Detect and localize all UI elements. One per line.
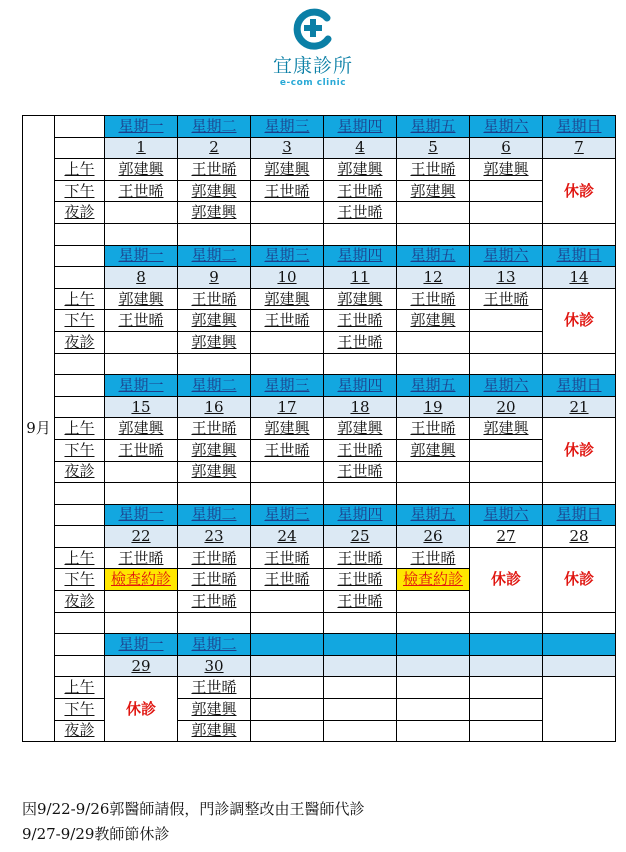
doctor-cell (470, 439, 543, 461)
empty-cell (55, 396, 105, 418)
doctor-cell: 王世晞 (397, 159, 470, 181)
weekday-header: 星期日 (543, 375, 616, 397)
week-3-header-row (23, 375, 616, 397)
doctor-cell: 郭建興 (178, 310, 251, 332)
doctor-cell: 王世晞 (470, 288, 543, 310)
date-cell: 19 (397, 396, 470, 418)
closed-cell: 休診 (543, 288, 616, 353)
week-4-date-row (23, 526, 616, 548)
week-3-night-row (23, 461, 616, 483)
date-cell: 6 (470, 137, 543, 159)
week-5-date-row (23, 655, 616, 677)
weekday-header: 星期六 (470, 375, 543, 397)
doctor-cell: 郭建興 (178, 180, 251, 202)
month-label: 9月 (23, 116, 55, 742)
weekday-header: 星期三 (251, 116, 324, 138)
weekday-header: 星期一 (105, 245, 178, 267)
doctor-cell: 王世晞 (324, 591, 397, 613)
date-cell: 28 (543, 526, 616, 548)
date-cell: 24 (251, 526, 324, 548)
header-blank (543, 634, 616, 656)
exam-appointment-cell: 檢查約診 (105, 569, 178, 591)
doctor-cell: 王世晞 (324, 331, 397, 353)
doctor-cell (470, 202, 543, 224)
date-cell: 26 (397, 526, 470, 548)
date-cell: 17 (251, 396, 324, 418)
weekday-header: 星期三 (251, 504, 324, 526)
week-5-header-row (23, 634, 616, 656)
weekday-header: 星期二 (178, 245, 251, 267)
date-cell: 4 (324, 137, 397, 159)
shift-label-am: 上午 (55, 288, 105, 310)
doctor-cell: 王世晞 (397, 418, 470, 440)
doctor-cell (470, 331, 543, 353)
empty-cell (55, 267, 105, 289)
doctor-cell (397, 591, 470, 613)
doctor-cell (251, 202, 324, 224)
week-3-am-row (23, 418, 616, 440)
date-cell: 12 (397, 267, 470, 289)
note-line: 9/27-9/29教師節休診 (22, 825, 170, 843)
weekday-header: 星期二 (178, 634, 251, 656)
empty-cell (55, 116, 105, 138)
date-cell: 22 (105, 526, 178, 548)
week-1-pm-row (23, 180, 616, 202)
clinic-chinese-name: 宜康診所 (272, 55, 353, 77)
closed-cell: 休診 (543, 547, 616, 612)
date-cell: 27 (470, 526, 543, 548)
date-cell: 11 (324, 267, 397, 289)
date-cell: 21 (543, 396, 616, 418)
weekday-header: 星期一 (105, 504, 178, 526)
weekday-header: 星期三 (251, 245, 324, 267)
weekday-header: 星期日 (543, 116, 616, 138)
doctor-cell: 郭建興 (324, 418, 397, 440)
doctor-cell: 郭建興 (397, 310, 470, 332)
shift-label-pm: 下午 (55, 439, 105, 461)
week-2-date-row (23, 267, 616, 289)
date-cell: 7 (543, 137, 616, 159)
week-1-am-row (23, 159, 616, 181)
date-cell: 13 (470, 267, 543, 289)
spacer-row (23, 223, 616, 245)
schedule-table (22, 115, 616, 742)
week-2-header-row (23, 245, 616, 267)
doctor-cell: 郭建興 (178, 461, 251, 483)
doctor-cell: 王世晞 (324, 180, 397, 202)
header-blank (251, 634, 324, 656)
doctor-cell: 郭建興 (251, 418, 324, 440)
e-plus-logo-icon (291, 8, 335, 50)
doctor-cell (251, 461, 324, 483)
empty-cell (55, 137, 105, 159)
doctor-cell: 郭建興 (397, 439, 470, 461)
shift-label-pm: 下午 (55, 569, 105, 591)
weekday-header: 星期六 (470, 245, 543, 267)
doctor-cell: 王世晞 (178, 159, 251, 181)
week-1-date-row (23, 137, 616, 159)
doctor-cell: 王世晞 (324, 202, 397, 224)
weekday-header: 星期五 (397, 504, 470, 526)
empty-cell (55, 375, 105, 397)
shift-label-am: 上午 (55, 677, 105, 699)
empty-cell (55, 655, 105, 677)
doctor-cell: 王世晞 (397, 288, 470, 310)
weekday-header: 星期日 (543, 504, 616, 526)
doctor-cell: 王世晞 (324, 547, 397, 569)
closed-cell: 休診 (543, 159, 616, 224)
spacer-row (23, 353, 616, 375)
doctor-cell: 王世晞 (251, 569, 324, 591)
doctor-cell: 王世晞 (251, 547, 324, 569)
weekday-header: 星期六 (470, 116, 543, 138)
doctor-cell: 王世晞 (178, 418, 251, 440)
weekday-header: 星期一 (105, 634, 178, 656)
doctor-cell: 王世晞 (324, 310, 397, 332)
doctor-cell: 王世晞 (105, 439, 178, 461)
note-line: 因9/22-9/26郭醫師請假，門診調整改由王醫師代診 (22, 800, 365, 818)
shift-label-pm: 下午 (55, 180, 105, 202)
doctor-cell: 郭建興 (178, 331, 251, 353)
closed-cell: 休診 (105, 677, 178, 742)
date-cell: 14 (543, 267, 616, 289)
weekday-header: 星期一 (105, 116, 178, 138)
doctor-cell (397, 331, 470, 353)
date-cell: 30 (178, 655, 251, 677)
doctor-cell: 郭建興 (178, 699, 251, 721)
empty-cell (55, 634, 105, 656)
shift-label-night: 夜診 (55, 461, 105, 483)
doctor-cell: 王世晞 (178, 547, 251, 569)
week-4-header-row (23, 504, 616, 526)
shift-label-night: 夜診 (55, 331, 105, 353)
date-cell: 8 (105, 267, 178, 289)
doctor-cell: 郭建興 (105, 159, 178, 181)
date-cell: 10 (251, 267, 324, 289)
date-cell: 29 (105, 655, 178, 677)
date-cell: 20 (470, 396, 543, 418)
empty-cell (55, 504, 105, 526)
exam-appointment-cell: 檢查約診 (397, 569, 470, 591)
doctor-cell: 郭建興 (470, 159, 543, 181)
spacer-row (23, 483, 616, 505)
doctor-cell: 郭建興 (251, 288, 324, 310)
shift-label-pm: 下午 (55, 310, 105, 332)
week-2-pm-row (23, 310, 616, 332)
date-cell: 16 (178, 396, 251, 418)
shift-label-night: 夜診 (55, 202, 105, 224)
empty-cell (55, 245, 105, 267)
weekday-header: 星期四 (324, 245, 397, 267)
doctor-cell: 郭建興 (251, 159, 324, 181)
doctor-cell (251, 331, 324, 353)
weekday-header: 星期五 (397, 116, 470, 138)
doctor-cell: 郭建興 (178, 720, 251, 742)
week-2-night-row (23, 331, 616, 353)
doctor-cell: 郭建興 (324, 159, 397, 181)
doctor-cell: 郭建興 (178, 439, 251, 461)
weekday-header: 星期二 (178, 375, 251, 397)
header-blank (470, 634, 543, 656)
date-cell: 1 (105, 137, 178, 159)
weekday-header: 星期四 (324, 375, 397, 397)
doctor-cell (397, 461, 470, 483)
doctor-cell: 王世晞 (251, 439, 324, 461)
doctor-cell: 郭建興 (178, 202, 251, 224)
doctor-cell: 王世晞 (105, 310, 178, 332)
header-blank (324, 634, 397, 656)
doctor-cell: 王世晞 (324, 569, 397, 591)
week-2-am-row (23, 288, 616, 310)
doctor-cell (470, 180, 543, 202)
week-1-night-row (23, 202, 616, 224)
weekday-header: 星期四 (324, 504, 397, 526)
weekday-header: 星期三 (251, 375, 324, 397)
weekday-header: 星期六 (470, 504, 543, 526)
spacer-row (23, 612, 616, 634)
doctor-cell (470, 461, 543, 483)
week-1-header-row (23, 116, 616, 138)
doctor-cell (105, 202, 178, 224)
doctor-cell: 王世晞 (105, 547, 178, 569)
doctor-cell: 王世晞 (178, 288, 251, 310)
doctor-cell: 郭建興 (105, 288, 178, 310)
doctor-cell: 王世晞 (324, 461, 397, 483)
doctor-cell: 王世晞 (251, 180, 324, 202)
weekday-header: 星期四 (324, 116, 397, 138)
date-cell: 18 (324, 396, 397, 418)
doctor-cell (105, 461, 178, 483)
doctor-cell: 王世晞 (178, 677, 251, 699)
doctor-cell: 郭建興 (397, 180, 470, 202)
date-cell: 5 (397, 137, 470, 159)
clinic-english-name: e-com clinic (279, 78, 347, 88)
weekday-header: 星期一 (105, 375, 178, 397)
date-cell: 3 (251, 137, 324, 159)
shift-label-night: 夜診 (55, 591, 105, 613)
clinic-logo (0, 8, 626, 103)
shift-label-am: 上午 (55, 418, 105, 440)
date-cell: 23 (178, 526, 251, 548)
shift-label-am: 上午 (55, 159, 105, 181)
doctor-cell: 王世晞 (178, 591, 251, 613)
doctor-cell (105, 331, 178, 353)
weekday-header: 星期五 (397, 375, 470, 397)
weekday-header: 星期二 (178, 504, 251, 526)
doctor-cell: 王世晞 (251, 310, 324, 332)
doctor-cell: 王世晞 (178, 569, 251, 591)
doctor-cell (397, 202, 470, 224)
shift-label-pm: 下午 (55, 699, 105, 721)
doctor-cell (105, 591, 178, 613)
shift-label-am: 上午 (55, 547, 105, 569)
doctor-cell (251, 591, 324, 613)
week-3-pm-row (23, 439, 616, 461)
doctor-cell: 王世晞 (105, 180, 178, 202)
doctor-cell: 王世晞 (397, 547, 470, 569)
closed-cell: 休診 (543, 418, 616, 483)
empty-cell (55, 526, 105, 548)
week-5-am-row (23, 677, 616, 699)
week-4-am-row (23, 547, 616, 569)
shift-label-night: 夜診 (55, 720, 105, 742)
header-blank (397, 634, 470, 656)
doctor-cell: 郭建興 (105, 418, 178, 440)
closed-cell: 休診 (470, 547, 543, 612)
weekday-header: 星期五 (397, 245, 470, 267)
date-cell: 25 (324, 526, 397, 548)
notes (22, 797, 364, 847)
doctor-cell: 郭建興 (470, 418, 543, 440)
weekday-header: 星期二 (178, 116, 251, 138)
date-cell: 2 (178, 137, 251, 159)
doctor-cell: 王世晞 (324, 439, 397, 461)
weekday-header: 星期日 (543, 245, 616, 267)
date-cell: 9 (178, 267, 251, 289)
week-3-date-row (23, 396, 616, 418)
doctor-cell: 郭建興 (324, 288, 397, 310)
doctor-cell (470, 310, 543, 332)
date-cell: 15 (105, 396, 178, 418)
